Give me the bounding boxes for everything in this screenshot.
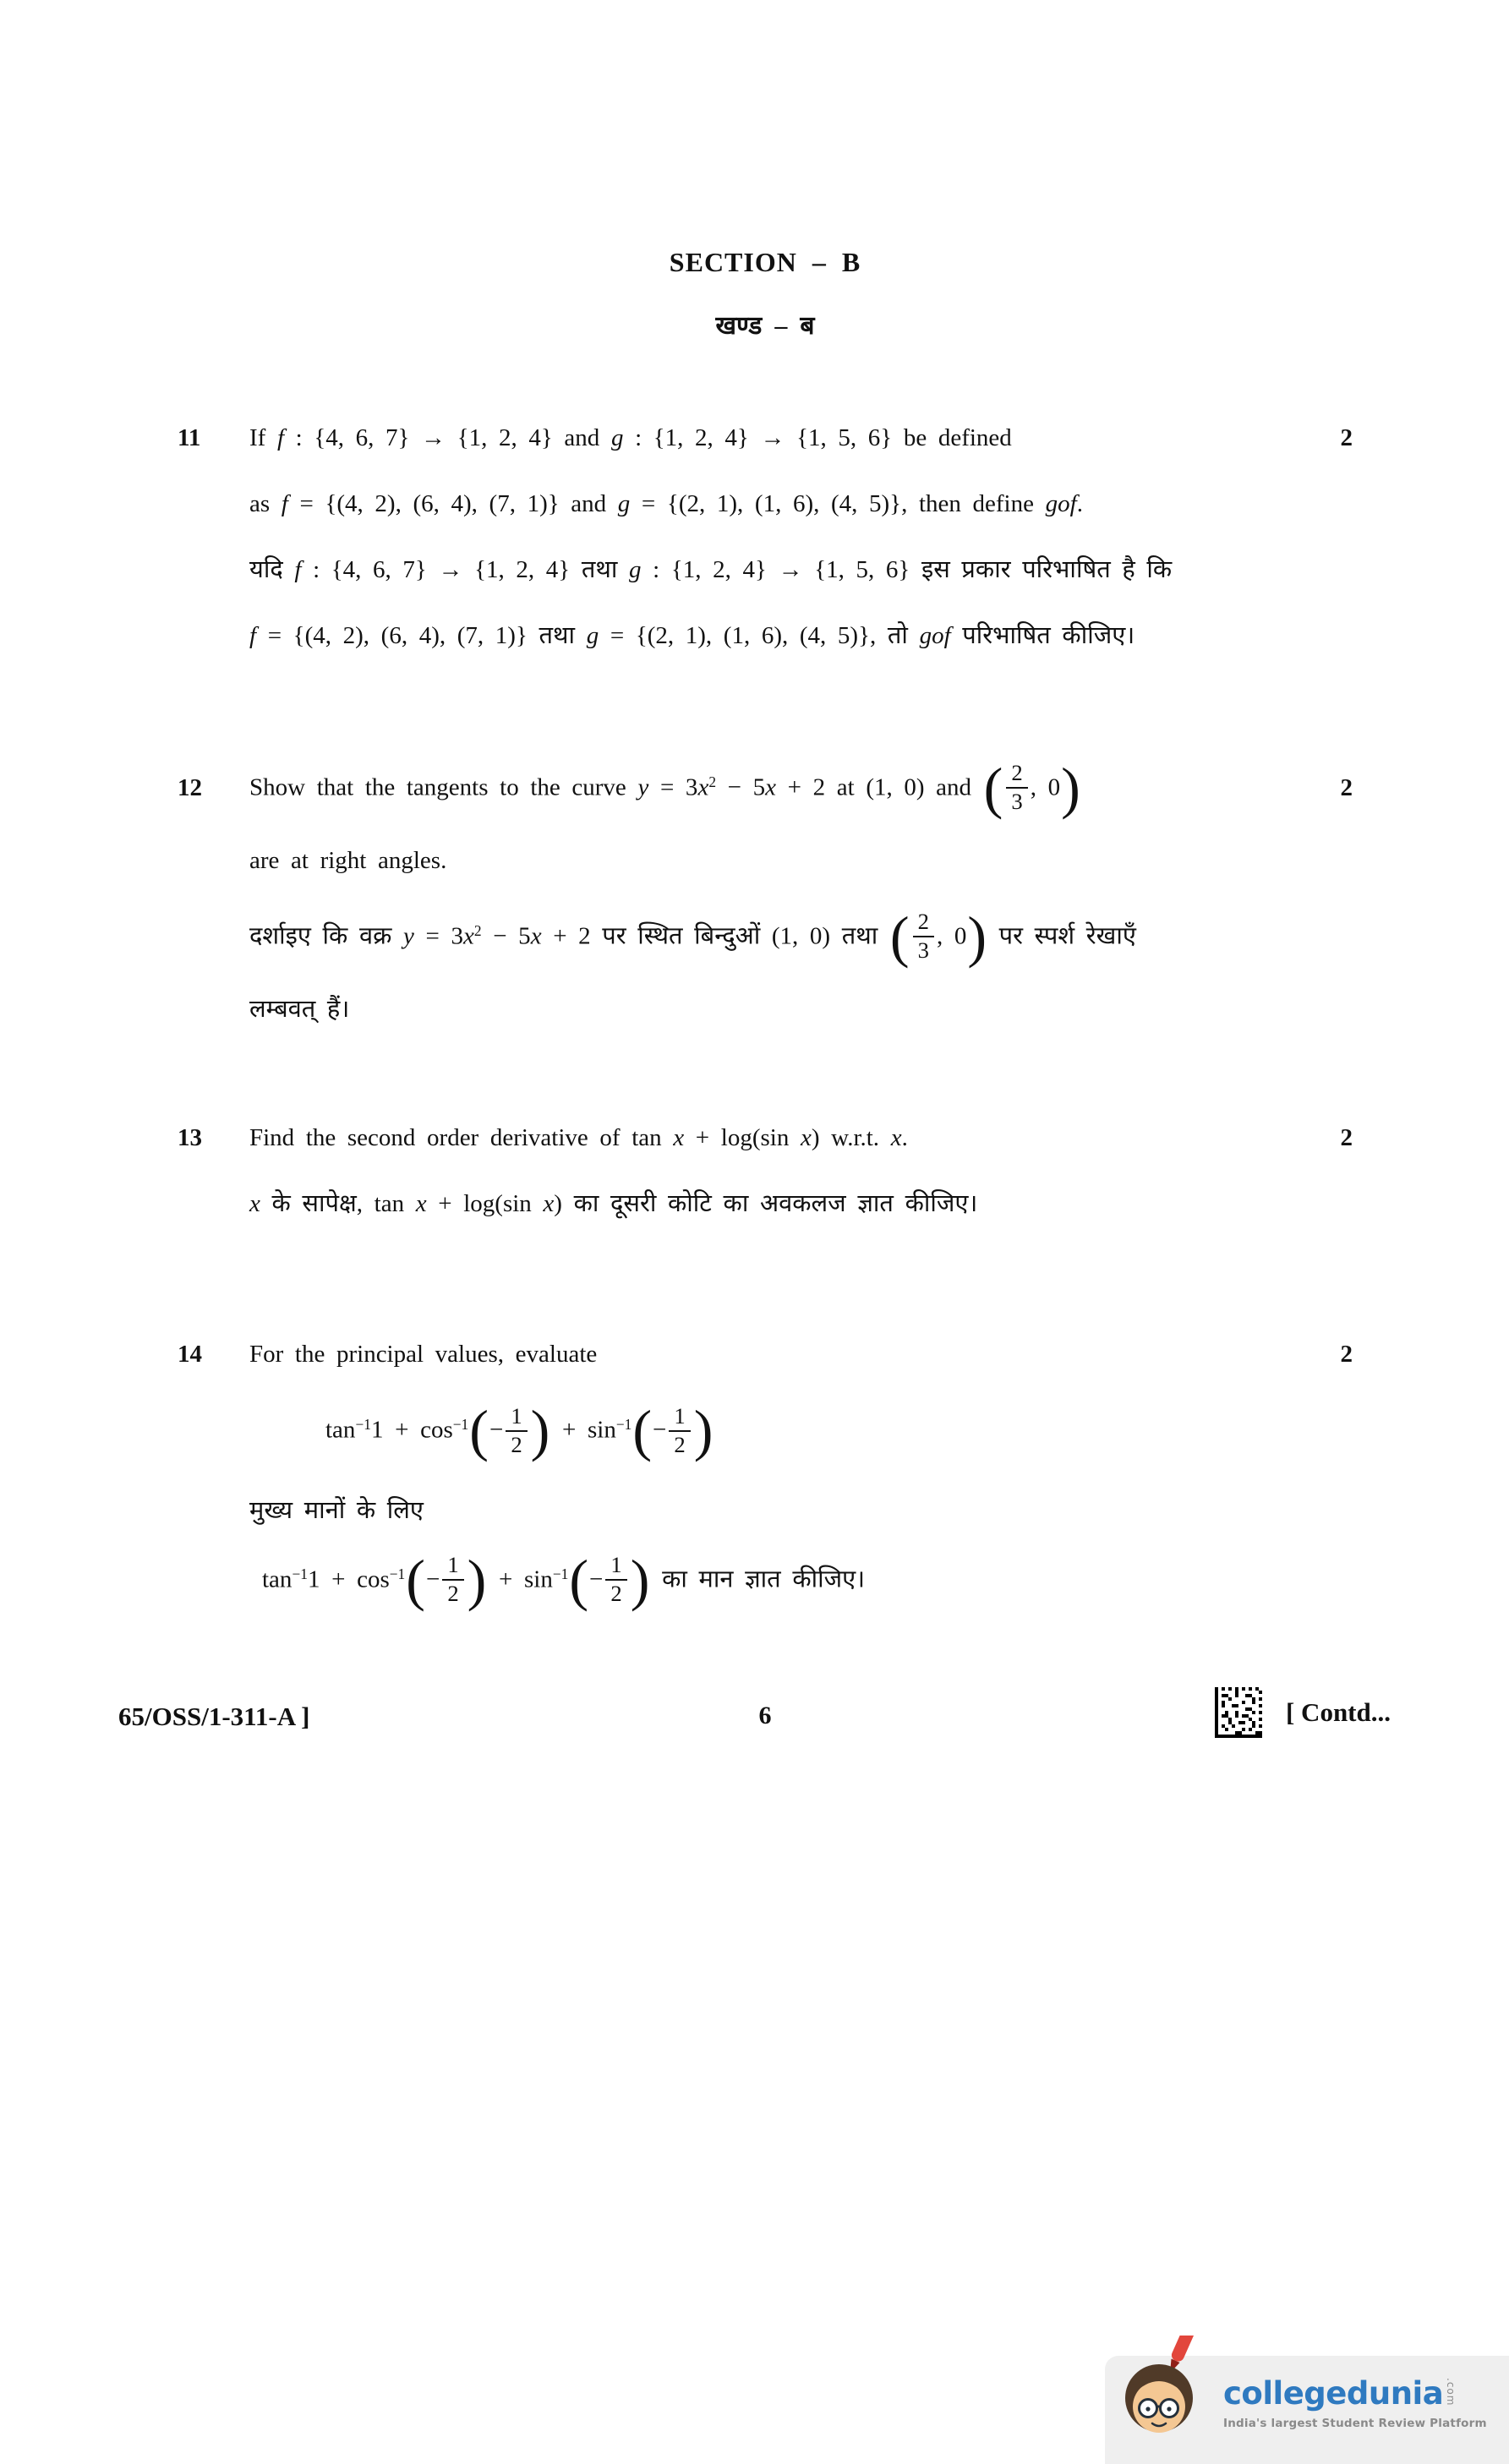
question-number: 14 — [178, 1341, 202, 1369]
contd-label: [ Contd... — [1285, 1696, 1391, 1727]
question-text-english: are at right angles. — [249, 847, 447, 875]
question-number: 12 — [178, 773, 202, 801]
mascot-icon — [1110, 2336, 1220, 2462]
question-11 — [178, 421, 1353, 653]
question-12-line-4 — [178, 992, 1353, 1026]
section-title-english: SECTION – B — [669, 247, 861, 277]
question-12 — [178, 756, 1353, 1026]
question-text-english: Show that the tangents to the curve $y = 3x^2 - 5x + 2$ at (1, 0) and ( $\frac{2}{3}$ , 0) — [249, 756, 1080, 821]
question-number: 13 — [178, 1124, 202, 1152]
question-text-english: as f = {(4, 2), (6, 4), (7, 1)} and g = {(2, 1), (1, 6), (4, 5)}, then define gof. — [249, 490, 1083, 518]
question-14 — [178, 1337, 1353, 1612]
question-text-hindi: मुख्य मानों के लिए — [249, 1496, 424, 1524]
brand-tld: .com — [1445, 2378, 1457, 2407]
question-11-line-2 — [178, 487, 1353, 521]
brand-name: collegedunia — [1223, 2375, 1444, 2412]
paper-code: 65/OSS/1-311-A ] — [118, 1701, 310, 1731]
question-12-line-3 — [178, 904, 1353, 970]
question-text-hindi: लम्बवत् हैं। — [249, 996, 350, 1024]
question-11-line-4 — [178, 619, 1353, 653]
question-text-hindi: f = {(4, 2), (6, 4), (7, 1)} तथा g = {(2, 1), (1, 6), (4, 5)}, तो gof परिभाषित कीजिए। — [249, 622, 1135, 650]
brand-tagline: India's largest Student Review Platform — [1223, 2417, 1487, 2430]
question-14-line-1 — [178, 1337, 1353, 1371]
question-13 — [178, 1121, 1353, 1221]
question-12-line-1 — [178, 756, 1353, 821]
question-14-line-3 — [178, 1494, 1353, 1527]
question-11-line-3 — [178, 553, 1353, 587]
question-number: 11 — [178, 424, 201, 451]
exam-page — [0, 247, 1509, 1754]
formula: $\tan^{-1}1 + \cos^{-1}(-$ $\frac{1}{2}$ ) + $\sin^{-1}(-$ $\frac{1}{2}$ ) का मान ज्ञात कीजिए। — [262, 1547, 866, 1612]
question-text-hindi: x के सापेक्ष, tan x + log(sin x) का दूसरी कोटि का अवकलज ज्ञात कीजिए। — [249, 1190, 978, 1218]
question-marks: 2 — [1340, 1124, 1353, 1152]
page-number: 6 — [758, 1701, 772, 1729]
question-12-line-2 — [178, 844, 1353, 877]
formula: $\tan^{-1}1 + \cos^{-1}(-$ $\frac{1}{2}$ ) + $\sin^{-1}(-$ $\frac{1}{2}$ ) — [325, 1398, 713, 1463]
question-marks: 2 — [1340, 424, 1353, 451]
question-text-english: Find the second order derivative of tan x + log(sin x) w.r.t. x. — [249, 1124, 908, 1152]
question-14-formula-english — [178, 1398, 1353, 1463]
footer-right-group — [1215, 1686, 1391, 1739]
page-footer — [118, 1686, 1391, 1754]
question-14-formula-hindi — [178, 1547, 1353, 1612]
logo-text-block — [1223, 2375, 1487, 2430]
question-text-english: For the principal values, evaluate — [249, 1341, 598, 1369]
question-marks: 2 — [1340, 773, 1353, 801]
question-marks: 2 — [1340, 1341, 1353, 1369]
question-13-line-2 — [178, 1187, 1353, 1221]
question-11-line-1 — [178, 421, 1353, 455]
question-text-english: If f : {4, 6, 7} → {1, 2, 4} and g : {1, 2, 4} → {1, 5, 6} be defined — [249, 424, 1012, 451]
question-13-line-1 — [178, 1121, 1353, 1155]
question-text-hindi: यदि f : {4, 6, 7} → {1, 2, 4} तथा g : {1, 2, 4} → {1, 5, 6} इस प्रकार परिभाषित है कि — [249, 556, 1173, 584]
question-text-hindi: दर्शाइए कि वक्र $y = 3x^2 - 5x + 2$ पर स्थित बिन्दुओं (1, 0) तथा ( $\frac{2}{3}$ , 0) पर स्पर्श रेखाएँ — [249, 904, 1136, 970]
collegedunia-logo — [1105, 2356, 1509, 2464]
section-title-hindi: खण्ड – ब — [715, 312, 815, 340]
datamatrix-code-icon — [1215, 1686, 1262, 1739]
